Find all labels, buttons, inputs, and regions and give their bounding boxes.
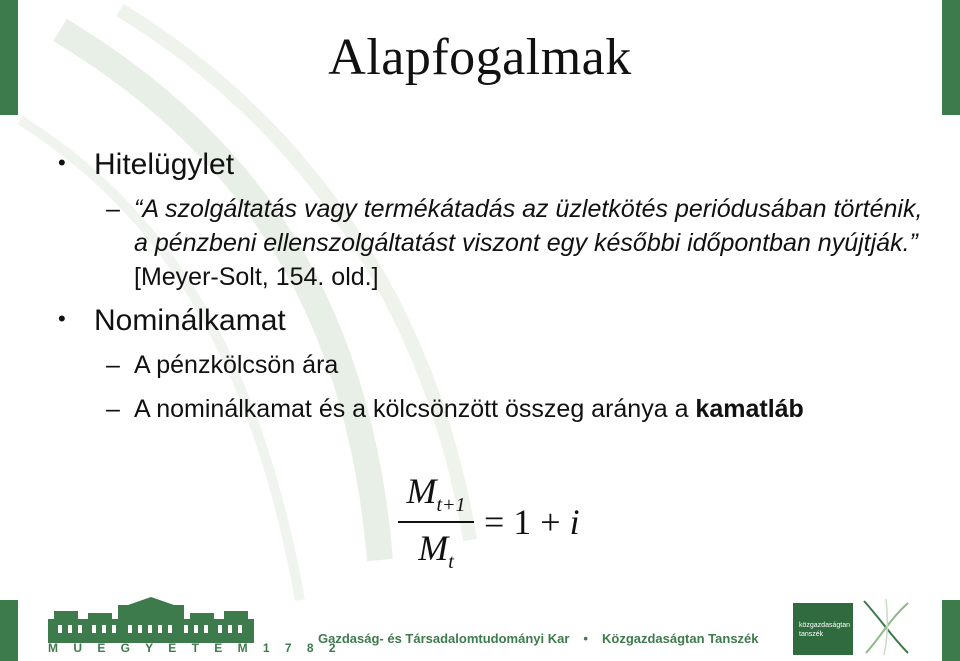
university-building-logo [48, 597, 254, 645]
department-logo: közgazdaságtan tanszék [793, 603, 853, 655]
bullet-dot-icon: • [58, 150, 66, 175]
sub-item-ratio [106, 392, 928, 426]
sub-item-price [106, 348, 928, 382]
sub-item-quote [106, 192, 928, 294]
dash-icon: – [106, 351, 120, 379]
formula-fraction [398, 470, 474, 574]
dash-icon: – [106, 395, 120, 423]
faculty-name: Gazdaság- és Társadalomtudományi Kar [318, 631, 570, 646]
slide-content [58, 148, 928, 436]
interest-formula [398, 470, 580, 574]
citation: [Meyer-Solt, 154. old.] [134, 263, 379, 291]
bullet-dot-icon: • [58, 306, 66, 331]
bullet-label: Nominálkamat [94, 304, 286, 337]
fraction-bar [398, 521, 474, 523]
bullet-hitelugylet [58, 148, 928, 182]
footer [0, 595, 960, 661]
keyword-kamatlab: kamatláb [695, 395, 804, 423]
slide-title: Alapfogalmak [328, 29, 632, 86]
definition-quote: “A szolgáltatás vagy termékátadás az üzletkötés periódusában történik, a pénzbeni ellenszolgáltatást viszont egy későbbi időpontban nyújtják.” [134, 195, 923, 257]
formula-denominator: $M_t$ [418, 528, 454, 574]
formula-numerator: $M_{t+1}$ [406, 471, 466, 517]
cross-lines-logo-icon [858, 597, 914, 657]
department-name: Közgazdaságtan Tanszék [601, 631, 759, 646]
footer-text [318, 631, 759, 646]
dash-icon: – [106, 195, 120, 223]
separator-dot: • [583, 631, 588, 646]
formula-rhs: = 1 + i [484, 502, 580, 543]
university-name: M Ű E G Y E T E M 1 7 8 2 [48, 641, 342, 655]
bullet-nominalkamat [58, 304, 928, 338]
sub-item-text: A pénzkölcsön ára [134, 351, 339, 379]
bullet-label: Hitelügylet [94, 148, 235, 181]
sub-item-text: A nominálkamat és a kölcsönzött összeg aránya a [134, 395, 696, 423]
